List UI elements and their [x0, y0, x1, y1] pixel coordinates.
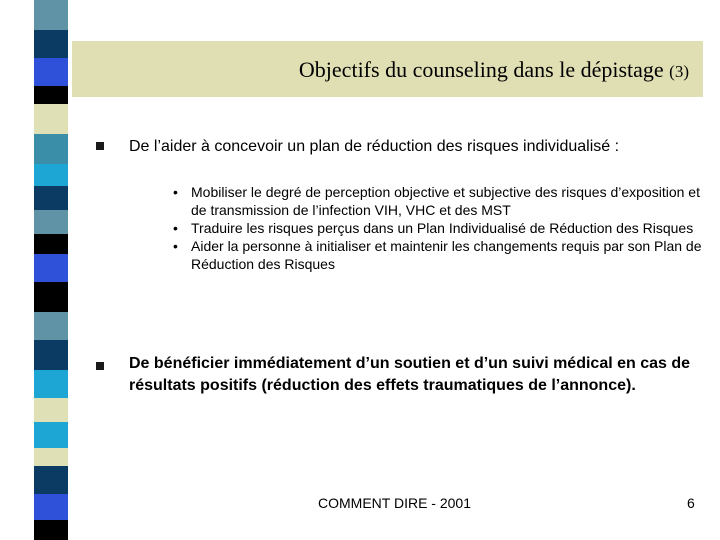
page-number: 6 — [687, 495, 695, 511]
stripe-segment — [34, 282, 68, 312]
sub-bullet-2-text: Traduire les risques perçus dans un Plan Individualisé de Réduction des Risques — [191, 220, 694, 236]
sub-bullet-3 — [171, 237, 711, 273]
decorative-stripe — [34, 0, 68, 540]
square-bullet-icon — [96, 362, 104, 370]
stripe-segment — [34, 0, 68, 30]
stripe-segment — [34, 370, 68, 398]
stripe-segment — [34, 30, 68, 58]
stripe-segment — [34, 164, 68, 186]
slide-title — [299, 57, 689, 83]
stripe-segment — [34, 466, 68, 494]
stripe-segment — [34, 86, 68, 104]
stripe-segment — [34, 104, 68, 134]
sub-bullet-2 — [171, 219, 711, 237]
sub-bullet-3-text: Aider la personne à initialiser et maintenir les changements requis par son Plan de Réduction des Risques — [191, 238, 702, 272]
slide-title-text: Objectifs du counseling dans le dépistage — [298, 57, 664, 82]
footer-text: COMMENT DIRE - 2001 — [318, 495, 471, 511]
stripe-segment — [34, 340, 68, 370]
stripe-segment — [34, 254, 68, 282]
bullet-dot-icon: • — [173, 238, 178, 254]
slide-title-number: (3) — [669, 62, 689, 81]
sub-bullet-1 — [171, 183, 711, 219]
bullet-2: De bénéficier immédiatement d’un soutien et d’un suivi médical en cas de résultats positifs (réduction des effets traumatiques de l’annonce). — [129, 355, 691, 394]
sub-bullet-1-text: Mobiliser le degré de perception objective et subjective des risques d’exposition et de transmission de l’infection VIH, VHC et des MST — [191, 184, 700, 218]
stripe-segment — [34, 134, 68, 164]
stripe-segment — [34, 186, 68, 210]
stripe-segment — [34, 210, 68, 234]
bullet-1: De l’aider à concevoir un plan de réduction des risques individualisé : — [129, 138, 620, 155]
stripe-segment — [34, 58, 68, 86]
stripe-segment — [34, 312, 68, 340]
sub-bullet-list — [171, 183, 711, 273]
stripe-segment — [34, 448, 68, 466]
stripe-segment — [34, 234, 68, 254]
bullet-dot-icon: • — [173, 184, 178, 200]
bullet-dot-icon: • — [173, 220, 178, 236]
stripe-segment — [34, 422, 68, 448]
stripe-segment — [34, 494, 68, 520]
square-bullet-icon — [96, 142, 104, 150]
stripe-segment — [34, 398, 68, 422]
stripe-segment — [34, 520, 68, 540]
title-band — [72, 41, 703, 97]
